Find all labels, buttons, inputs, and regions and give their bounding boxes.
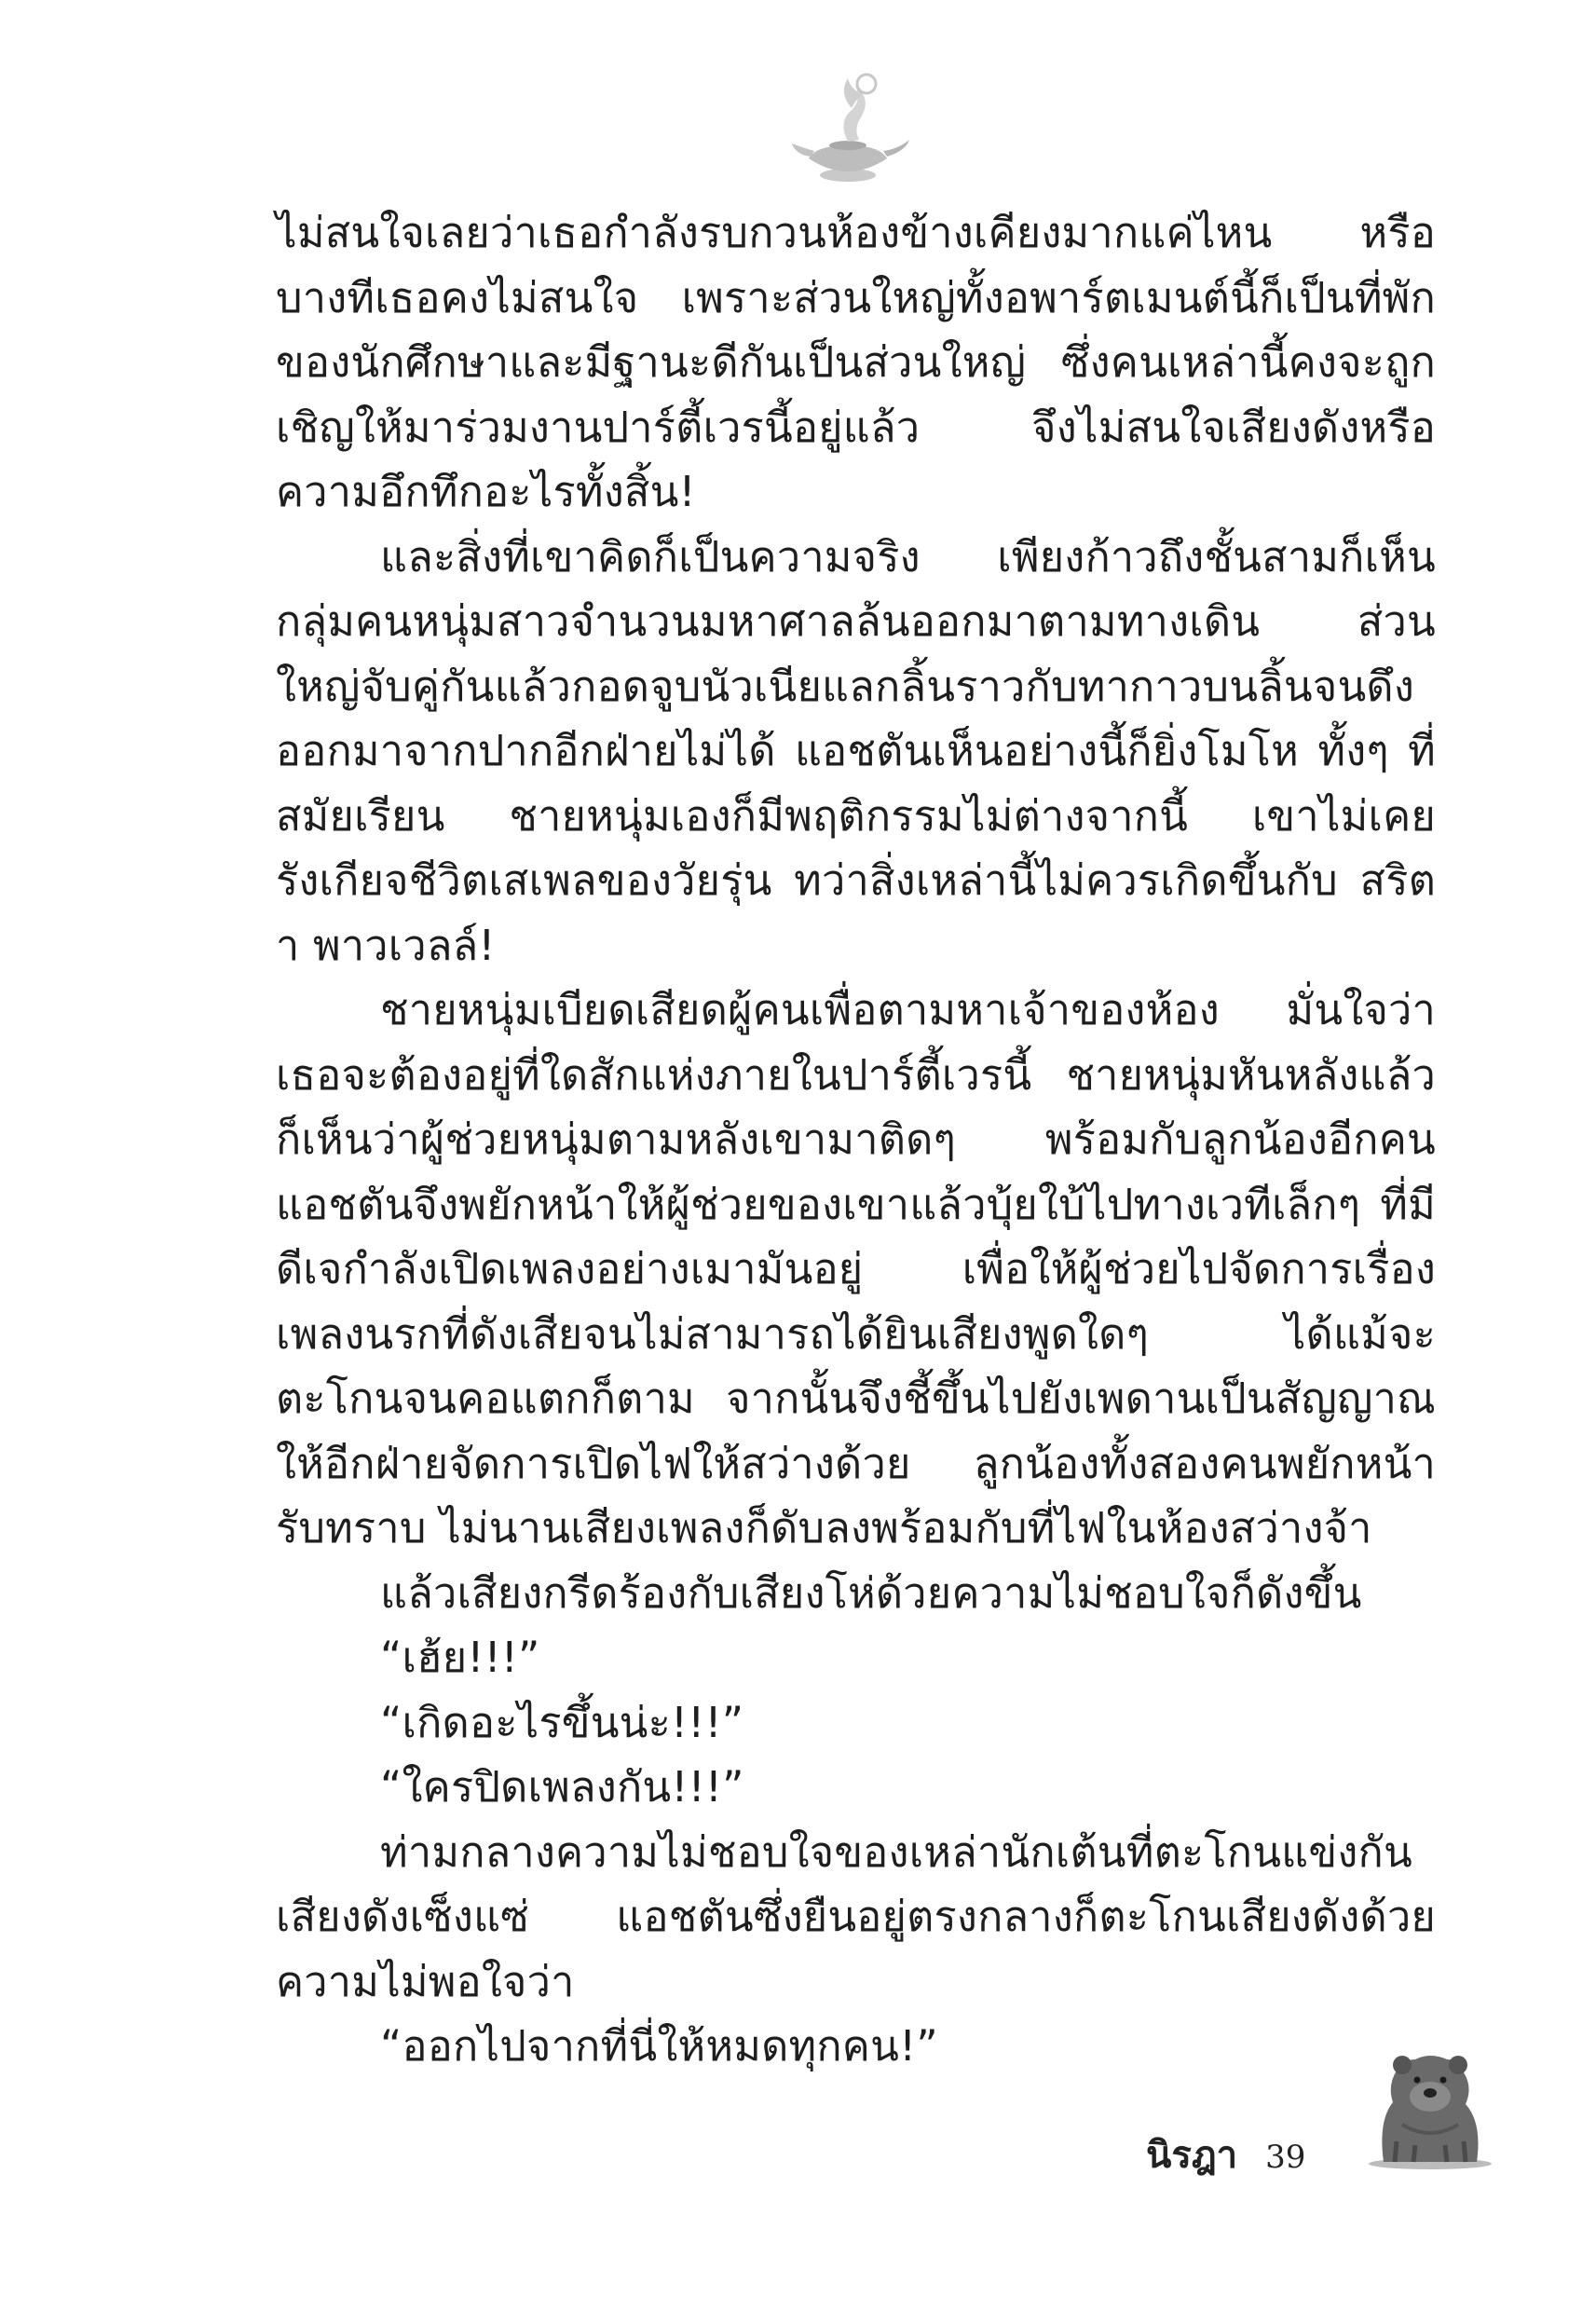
dialogue-line-4: “ออกไปจากที่นี่ให้หมดทุกคน!” <box>380 2021 938 2071</box>
bear-icon <box>1365 2031 1495 2171</box>
paragraph-5: ท่ามกลางความไม่ชอบใจของเหล่านักเต้นที่ตะโกนแข่งกันเสียงดังเซ็งแซ่ แอชตันซึ่งยืนอยู่ตรงกลางก็ตะโกนเสียงดังด้วยความไม่พอใจว่า <box>276 1826 1436 2006</box>
page-footer <box>1146 2125 1305 2184</box>
dialogue-line-1: “เฮ้ย!!!” <box>380 1633 540 1682</box>
page-number: 39 <box>1265 2139 1306 2176</box>
author-name: นิรฎา <box>1146 2134 1238 2177</box>
genie-lamp-icon <box>783 65 913 196</box>
body-text <box>276 200 1436 2079</box>
dialogue-line-3: “ใครปิดเพลงกัน!!!” <box>380 1762 744 1812</box>
paragraph-1: ไม่สนใจเลยว่าเธอกำลังรบกวนห้องข้างเคียงมากแค่ไหน หรือบางทีเธอคงไม่สนใจ เพราะส่วนใหญ่ทั้งอพาร์ตเมนต์นี้ก็เป็นที่พักของนักศึกษาและมีฐานะดีกันเป็นส่วนใหญ่ ซึ่งคนเหล่านี้คงจะถูกเชิญให้มาร่วมงานปาร์ตี้เวรนี้อยู่แล้ว จึงไม่สนใจเสียงดังหรือความอึกทึกอะไรทั้งสิ้น! <box>276 208 1436 516</box>
paragraph-4: แล้วเสียงกรีดร้องกับเสียงโห่ด้วยความไม่ชอบใจก็ดังขึ้น <box>380 1567 1362 1618</box>
dialogue-line-2: “เกิดอะไรขึ้นน่ะ!!!” <box>380 1697 744 1747</box>
paragraph-3: ชายหนุ่มเบียดเสียดผู้คนเพื่อตามหาเจ้าของห้อง มั่นใจว่าเธอจะต้องอยู่ที่ใดสักแห่งภายในปาร์ตี้เวรนี้ ชายหนุ่มหันหลังแล้วก็เห็นว่าผู้ช่วยหนุ่มตามหลังเขามาติดๆ พร้อมกับลูกน้องอีกคน แอชตันจึงพยักหน้าให้ผู้ช่วยของเขาแล้วบุ้ยใบ้ไปทางเวทีเล็กๆ ที่มีดีเจกำลังเปิดเพลงอย่างเมามันอยู่ เพื่อให้ผู้ช่วยไปจัดการเรื่องเพลงนรกที่ดังเสียจนไม่สามารถได้ยินเสียงพูดใดๆ ได้แม้จะตะโกนจนคอแตกก็ตาม จากนั้นจึงชี้ขึ้นไปยังเพดานเป็นสัญญาณให้อีกฝ่ายจัดการเปิดไฟให้สว่างด้วย ลูกน้องทั้งสองคนพยักหน้ารับทราบ ไม่นานเสียงเพลงก็ดับลงพร้อมกับที่ไฟในห้องสว่างจ้า <box>276 985 1436 1552</box>
paragraph-2: และสิ่งที่เขาคิดก็เป็นความจริง เพียงก้าวถึงชั้นสามก็เห็นกลุ่มคนหนุ่มสาวจำนวนมหาศาลล้นออกมาตามทางเดิน ส่วนใหญ่จับคู่กันแล้วกอดจูบนัวเนียแลกลิ้นราวกับทากาวบนลิ้นจนดึงออกมาจากปากอีกฝ่ายไม่ได้ แอชตันเห็นอย่างนี้ก็ยิ่งโมโห ทั้งๆ ที่สมัยเรียน ชายหนุ่มเองก็มีพฤติกรรมไม่ต่างจากนี้ เขาไม่เคยรังเกียจชีวิตเสเพลของวัยรุ่น ทว่าสิ่งเหล่านี้ไม่ควรเกิดขึ้นกับ สริตา พาวเวลล์! <box>276 531 1436 970</box>
